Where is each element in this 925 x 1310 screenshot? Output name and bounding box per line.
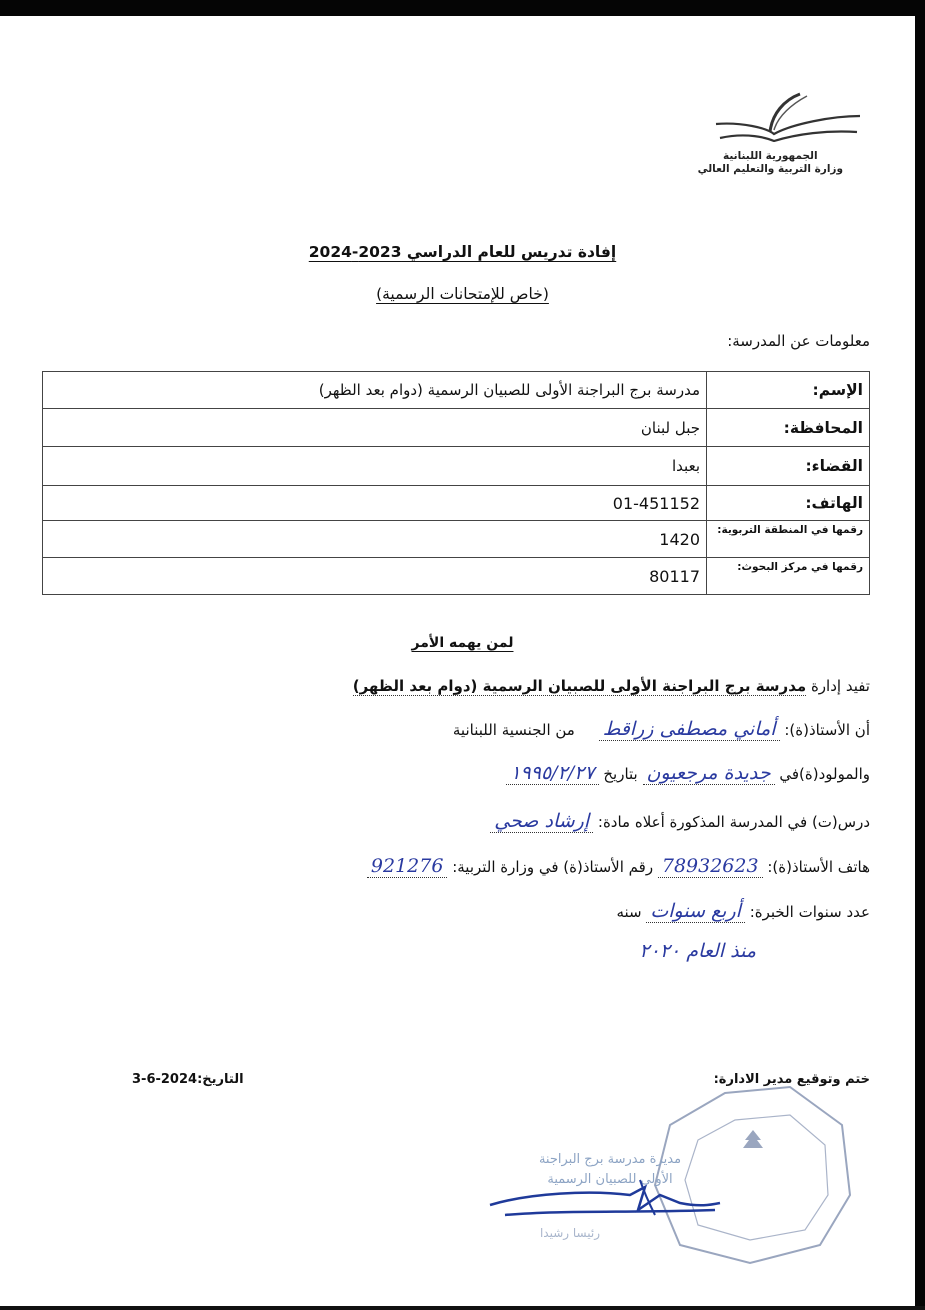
school-info-table (42, 371, 870, 595)
teacher-phone: 78932623 (658, 855, 763, 878)
row-label: الإسم: (707, 372, 870, 409)
teacher-label: أن الأستاذ(ة): (784, 721, 870, 739)
signature-label: ختم وتوقيع مدير الادارة: (713, 1072, 870, 1087)
intro-line (353, 677, 870, 695)
nationality: من الجنسية اللبنانية (452, 721, 575, 739)
since-line (635, 940, 760, 962)
republic-name: الجمهورية اللبنانية (722, 150, 818, 162)
table-row (43, 409, 870, 447)
birth-line (506, 762, 870, 784)
cedar-icon (743, 1130, 763, 1148)
since-note: منذ العام ٢٠٢٠ (639, 940, 756, 962)
stamp-director-title: مديرة مدرسة برج البراجنة (538, 1152, 682, 1167)
table-row (43, 447, 870, 486)
intro-school: مدرسة برج البراجنة الأولى للصبيان الرسمية (دوام بعد الظهر) (352, 677, 807, 695)
birth-date: ١٩٩٥/٢/٢٧ (506, 762, 598, 785)
experience-unit: سنه (616, 903, 642, 921)
teacher-name: أماني مصطفى زراقط (599, 718, 780, 741)
experience-label: عدد سنوات الخبرة: (749, 903, 870, 921)
born-label: والمولود(ة)في (779, 765, 870, 783)
svg-text:الأولى للصبيان الرسمية: الأولى للصبيان الرسمية (547, 1172, 673, 1187)
school-stamp-signature (470, 1085, 860, 1265)
document-subtitle: (خاص للإمتحانات الرسمية) (376, 285, 549, 303)
phone-line (367, 855, 870, 877)
phone-label: هاتف الأستاذ(ة): (767, 858, 870, 876)
row-label: الهاتف: (707, 486, 870, 521)
school-info-label: معلومات عن المدرسة: (727, 332, 870, 350)
row-label: رقمها في مركز البحوث: (707, 558, 870, 595)
ministry-number: 921276 (367, 855, 448, 878)
date-label: التاريخ: (197, 1072, 244, 1087)
signature-icon (490, 1187, 720, 1215)
ministry-number-label: رقم الأستاذ(ة) في وزارة التربية: (452, 858, 654, 876)
birthplace: جديدة مرجعيون (643, 762, 775, 785)
document-date (132, 1072, 244, 1087)
row-label: رقمها في المنطقة التربوية: (707, 521, 870, 558)
scan-border-top (0, 0, 925, 16)
row-value: 1420 (659, 529, 700, 549)
octagonal-stamp-icon (655, 1087, 850, 1263)
subject-label: درس(ت) في المدرسة المذكورة أعلاه مادة: (597, 813, 870, 831)
subject: إرشاد صحي (490, 810, 593, 833)
date-label: بتاريخ (603, 765, 638, 783)
ministry-name: وزارة التربية والتعليم العالي (697, 163, 843, 175)
row-label: القضاء: (707, 447, 870, 486)
experience-line (616, 900, 870, 922)
row-value: مدرسة برج البراجنة الأولى للصبيان الرسمية (دوام بعد الظهر) (43, 372, 707, 409)
to-whom-heading: لمن يهمه الأمر (411, 635, 514, 651)
scan-border-bottom (0, 1306, 925, 1310)
intro-prefix: تفيد إدارة (810, 677, 870, 695)
subject-line (490, 810, 870, 832)
row-value: 01-451152 (612, 493, 700, 513)
table-row (43, 372, 870, 409)
document-title: إفادة تدريس للعام الدراسي 2023-2024 (308, 243, 617, 261)
ministry-header (698, 150, 843, 176)
scan-border-right (915, 0, 925, 1310)
ministry-book-logo-icon (712, 92, 862, 142)
teacher-line (453, 718, 870, 740)
row-value: بعبدا (43, 447, 707, 486)
row-label: المحافظة: (707, 409, 870, 447)
table-row (43, 521, 870, 558)
date-value: 3-6-2024 (132, 1072, 198, 1087)
experience-value: أربع سنوات (646, 900, 745, 923)
row-value: جبل لبنان (43, 409, 707, 447)
stamp-director-name: رئيسا رشيدا (539, 1226, 601, 1240)
table-row (43, 558, 870, 595)
table-row (43, 486, 870, 521)
row-value: 80117 (649, 566, 700, 586)
